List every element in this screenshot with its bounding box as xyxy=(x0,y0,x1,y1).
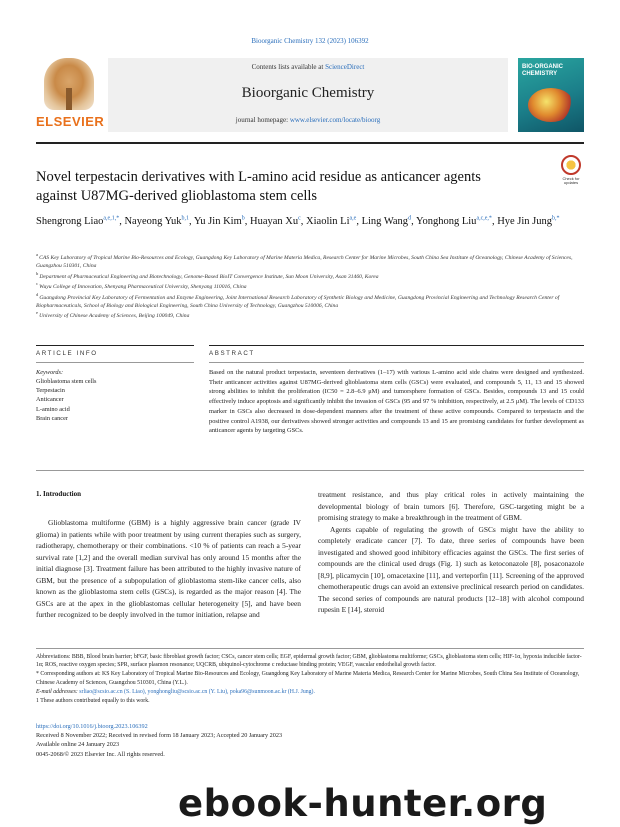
keyword-item: Terpestacin xyxy=(36,387,65,395)
affiliation-text: Guangdong Provincial Key Laboratory of Fermentation and Enzyme Engineering, Joint International Research Laboratory of Synthetic Biology and Medicine, Guangdong Provincial Engineering and Technology Research Center of Biopharmaceuticals, School of Biology and Biological Engineering, South China University of Technology, Guangzhou 510006, China xyxy=(36,294,560,309)
masthead xyxy=(108,58,508,132)
affiliation-key: c xyxy=(36,281,40,287)
author-affiliation-marker[interactable]: b xyxy=(241,215,245,222)
affiliation-key: e xyxy=(36,310,40,316)
journal-cover-image[interactable] xyxy=(518,58,584,132)
article-info-heading: ARTICLE INFO xyxy=(36,350,98,357)
homepage-line xyxy=(108,116,508,124)
available-online: Available online 24 January 2023 xyxy=(36,741,120,749)
intro-right-column xyxy=(318,489,584,616)
author-affiliation-marker[interactable]: d xyxy=(408,215,412,222)
publisher-name: ELSEVIER xyxy=(36,114,105,129)
homepage-prefix: journal homepage: xyxy=(235,116,289,124)
corresponding-note: * Corresponding authors at: KS Key Laboratory of Tropical Marine Bio-Resources and Ecology, Guangdong Key Laboratory of Marine Materia Medica, Research Center for Marine Microbes, South China Sea Institute of Oceanology, Chinese Academy of Sciences, Guangzhou 510301, China (Y.L.). xyxy=(36,671,580,686)
article-title: Novel terpestacin derivatives with L-amino acid residue as anticancer agents against U87MG-derived glioblastoma stem cells xyxy=(36,169,481,204)
email-note xyxy=(36,688,584,696)
author-affiliation-marker[interactable]: a,e xyxy=(349,215,357,222)
abstract-text: Based on the natural product terpestacin, seventeen derivatives (1–17) with various L-amino acid side chains were designed and synthesized. Their anticancer activities against U87MG-derived glioblastoma stem cells (GSCs) were evaluated, and compounds 5, 11, 13 and 15 showed strong abilities to inhibit the proliferation (IC50 = 2.8–6.9 μM) and tumorsphere formation of GSCs. Besides, compounds 13 and 15 could effectively induce apoptosis and significantly inhibit the invasion of GSCs (95 and 97 % inhibition, respectively, at 2.5 μM). The levels of CD133 marker in GSCs also decreased in dose-dependent manners after the treatment of these active compounds. Compared to terpestacin and the positive control A1938, our derivatives showed stronger activities and compounds 13 and 15 are promising candidates for further development as anticancer agents by targeting GSCs. xyxy=(209,369,584,435)
affiliation-line xyxy=(36,292,584,311)
intro-paragraph: treatment resistance, and thus play critical roles in actively maintaining the developmental biology of brain tumors [6]. Therefore, GSC-targeting might be a promising strategy to make a breakthrough in the treatment of GBM. xyxy=(318,490,584,523)
publication-info xyxy=(36,722,584,759)
affiliation-text: Department of Pharmaceutical Engineering and Biotechnology, Genome-Based BioIT Convergence Institute, Sun Moon University, Asan 31460, Korea xyxy=(39,273,379,280)
author-name[interactable]: Nayeong Yuk xyxy=(124,216,182,227)
watermark: ebook-hunter.org xyxy=(178,782,548,825)
sciencedirect-link[interactable]: ScienceDirect xyxy=(325,63,365,71)
abstract-subrule xyxy=(209,362,584,363)
elsevier-tree-icon xyxy=(44,58,94,110)
journal-header xyxy=(36,58,584,136)
header-divider xyxy=(36,142,584,144)
author-affiliation-marker[interactable]: b,1 xyxy=(181,215,190,222)
check-for-updates-button[interactable] xyxy=(558,155,584,187)
author-name[interactable]: Yonghong Liu xyxy=(415,216,477,227)
keyword-item: Anticancer xyxy=(36,396,64,404)
affiliation-text: Wuyu College of Innovation, Shenyang Pharmaceutical University, Shenyang 110016, China xyxy=(39,284,247,291)
contents-line xyxy=(108,63,508,71)
author-name[interactable]: Hye Jin Jung xyxy=(497,216,553,227)
author-name[interactable]: Huayan Xu xyxy=(249,216,299,227)
keyword-item: Glioblastoma stem cells xyxy=(36,378,97,386)
footnotes xyxy=(36,653,584,706)
keyword-item: L-amino acid xyxy=(36,405,70,413)
elsevier-logo[interactable] xyxy=(36,58,105,132)
cover-art xyxy=(528,88,574,122)
keywords-block xyxy=(36,368,186,423)
author-affiliation-marker[interactable]: a,c,e,* xyxy=(476,215,492,222)
author-name[interactable]: Yu Jin Kim xyxy=(193,216,242,227)
affiliation-line xyxy=(36,252,584,271)
keyword-item: Brain cancer xyxy=(36,414,68,422)
author-name[interactable]: Ling Wang xyxy=(361,216,409,227)
footnote-rule xyxy=(36,648,584,649)
affiliation-line xyxy=(36,281,584,292)
cover-title: BIO-ORGANIC CHEMISTRY xyxy=(522,64,563,78)
email-label: E-mail addresses: xyxy=(36,688,78,695)
intro-paragraph: Agents capable of regulating the growth of GSCs might have the ability to completely eradicate cancer [7]. To date, three series of compounds have been investigated and showed good inhibitory efficacies against the GSCs. The first series of compounds are the clinical used drugs (Fig. 1) such as ketoconazole [8], posaconazole [8,9], plicamycin [10], omacetaxine [11], and verteporfin [11]. Screening of the approved chemotherapeutic drugs can avoid an extensive preclinical research period on candidates. The second series of compounds are natural products [12–18] with alcohol compound rupesin E [14], steroid xyxy=(318,524,584,615)
contents-prefix: Contents lists available at xyxy=(251,63,324,71)
author-affiliation-marker[interactable]: a,e,1,* xyxy=(103,215,120,222)
journal-reference[interactable]: Bioorganic Chemistry 132 (2023) 106392 xyxy=(251,37,369,45)
doi-link[interactable]: https://doi.org/10.1016/j.bioorg.2023.106392 xyxy=(36,723,148,730)
affiliation-key: a xyxy=(36,252,40,257)
author-affiliation-marker[interactable]: b,* xyxy=(552,215,560,222)
abbreviations-note: Abbreviations: BBB, Blood brain barrier; bFGF, basic fibroblast growth factor; CSCs, cancer stem cells; EGF, epidermal growth factor; GBM, glioblastoma multiforme; GSCs, glioblastoma stem cells; HIF-1α, hypoxia inducible factor-1α; ROS, reactive oxygen species; SPR, surface plasmon resonance; UQCRB, ubiquinol-cytochrome c reductase binding protein; VEGF, vascular endothelial growth factor. xyxy=(36,654,582,669)
author-name[interactable]: Shengrong Liao xyxy=(36,216,104,227)
affiliation-key: b xyxy=(36,270,40,276)
check-updates-label: Check for updates xyxy=(562,176,580,186)
received-dates: Received 8 November 2022; Received in revised form 18 January 2023; Accepted 20 January 2023 xyxy=(36,732,283,740)
check-updates-icon xyxy=(561,155,581,175)
abstract-rule xyxy=(209,345,584,346)
affiliation-key: d xyxy=(36,291,40,297)
keywords-label: Keywords: xyxy=(36,369,64,376)
equal-contribution-note: 1 These authors contributed equally to this work. xyxy=(36,698,150,705)
email-addresses[interactable]: srliao@scsio.ac.cn (S. Liao), yonghongliu@scsio.ac.cn (Y. Liu), poka96@sunmoon.ac.kr (H.J. Jung). xyxy=(79,688,315,695)
affiliation-text: University of Chinese Academy of Sciences, Beijing 100049, China xyxy=(39,313,190,320)
abstract-end-rule xyxy=(36,470,584,471)
copyright: 0045-2068/© 2023 Elsevier Inc. All rights reserved. xyxy=(36,750,165,758)
abstract-heading: ABSTRACT xyxy=(209,350,255,357)
introduction-heading: 1. Introduction xyxy=(36,490,81,498)
homepage-link[interactable]: www.elsevier.com/locate/bioorg xyxy=(289,116,381,124)
intro-paragraph: Glioblastoma multiforme (GBM) is a highly aggressive brain cancer (grade IV glioma) in patients while with poor treatment by using current therapies such as surgery, radiotherapy, chemotherapy or their combinations. <10 % of patients can reach a 5-year survival rate [1,2] and the overall median survival has only around 15 months after the initial diagnose [3]. Treatment failure has been attributed to the highly invasive nature of GBM, but the presence of a subpopulation of glioblastoma stem-like cancer cells, also known as the glioblastoma stem cells (GSCs), is regarded as the major reason [4]. The GSCs are at the apex in the glioblastomas cellular heterogeneity [5], and have been further recognized to be deeply involved in the tumor initiation, relapse and xyxy=(36,518,301,620)
author-affiliation-marker[interactable]: c xyxy=(298,215,301,222)
article-info-subrule xyxy=(36,362,194,363)
journal-name: Bioorganic Chemistry xyxy=(241,85,375,101)
affiliation-line xyxy=(36,310,584,321)
intro-left-column xyxy=(36,517,301,621)
affiliation-text: CAS Key Laboratory of Tropical Marine Bio-Resources and Ecology, Guangdong Key Laboratory of Marine Materia Medica, Research Center for Marine Microbes, South China Sea Institute of Oceanology, Chinese Academy of Sciences, Guangzhou 510301, China xyxy=(36,254,573,269)
affiliation-line xyxy=(36,271,584,282)
affiliations xyxy=(36,252,584,321)
author-list: Shengrong Liao$^{a,e,1,*}$, Nayeong Yuk$^{b,1}$, Yu Jin Kim$^b$, Huayan Xu$^c$, Xiaolin Li$^{a,e}$, Ling Wang$^d$, Yonghong Liu$^{a,c,e,*}$, Hye Jin Jung$^{b,*}$ xyxy=(36,215,560,227)
author-name[interactable]: Xiaolin Li xyxy=(306,216,350,227)
article-info-rule xyxy=(36,345,194,346)
